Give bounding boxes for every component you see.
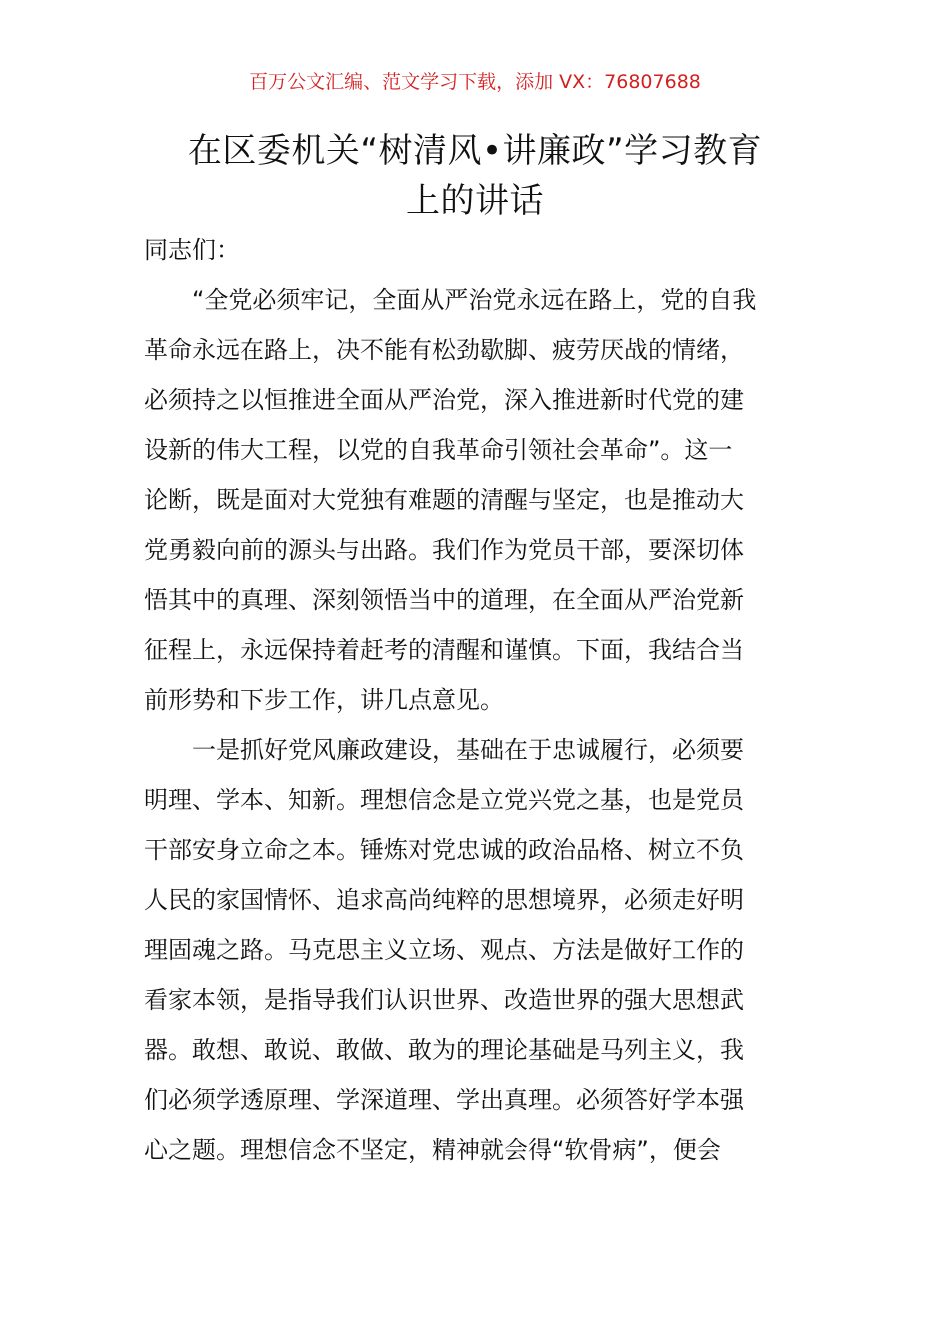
text-line: 征程上，永远保持着赶考的清醒和谨慎。下面，我结合当 <box>144 636 744 664</box>
text-line: 设新的伟大工程，以党的自我革命引领社会革命”。这一 <box>144 436 733 464</box>
text-line: 必须持之以恒推进全面从严治党，深入推进新时代党的建 <box>144 386 744 414</box>
salutation: 同志们： <box>144 236 240 264</box>
paragraph <box>144 725 808 1175</box>
text-line: 看家本领，是指导我们认识世界、改造世界的强大思想武 <box>144 986 744 1014</box>
text-line: 革命永远在路上，决不能有松劲歇脚、疲劳厌战的情绪， <box>144 336 744 364</box>
text-line: 明理、学本、知新。理想信念是立党兴党之基，也是党员 <box>144 786 744 814</box>
text-line: “全党必须牢记，全面从严治党永远在路上，党的自我 <box>192 286 757 314</box>
title-line: 上的讲话 <box>406 181 544 221</box>
document-body <box>144 225 808 1175</box>
text-line: 论断，既是面对大党独有难题的清醒与坚定，也是推动大 <box>144 486 744 514</box>
text-line: 党勇毅向前的源头与出路。我们作为党员干部，要深切体 <box>144 536 744 564</box>
text-line: 们必须学透原理、学深道理、学出真理。必须答好学本强 <box>144 1086 744 1114</box>
text-line: 干部安身立命之本。锤炼对党忠诚的政治品格、树立不负 <box>144 836 744 864</box>
text-line: 人民的家国情怀、追求高尚纯粹的思想境界，必须走好明 <box>144 886 744 914</box>
header-banner: 百万公文汇编、范文学习下载，添加 VX：76807688 <box>249 71 701 93</box>
paragraph <box>144 275 808 725</box>
text-line: 一是抓好党风廉政建设，基础在于忠诚履行，必须要 <box>192 736 744 764</box>
text-line: 理固魂之路。马克思主义立场、观点、方法是做好工作的 <box>144 936 744 964</box>
text-line: 前形势和下步工作，讲几点意见。 <box>144 686 504 714</box>
page-title <box>140 126 810 226</box>
text-line: 心之题。理想信念不坚定，精神就会得“软骨病”，便会 <box>144 1136 721 1164</box>
text-line: 悟其中的真理、深刻领悟当中的道理，在全面从严治党新 <box>144 586 744 614</box>
text-line: 器。敢想、敢说、敢做、敢为的理论基础是马列主义，我 <box>144 1036 744 1064</box>
title-line: 在区委机关“树清风•讲廉政”学习教育 <box>187 131 763 171</box>
